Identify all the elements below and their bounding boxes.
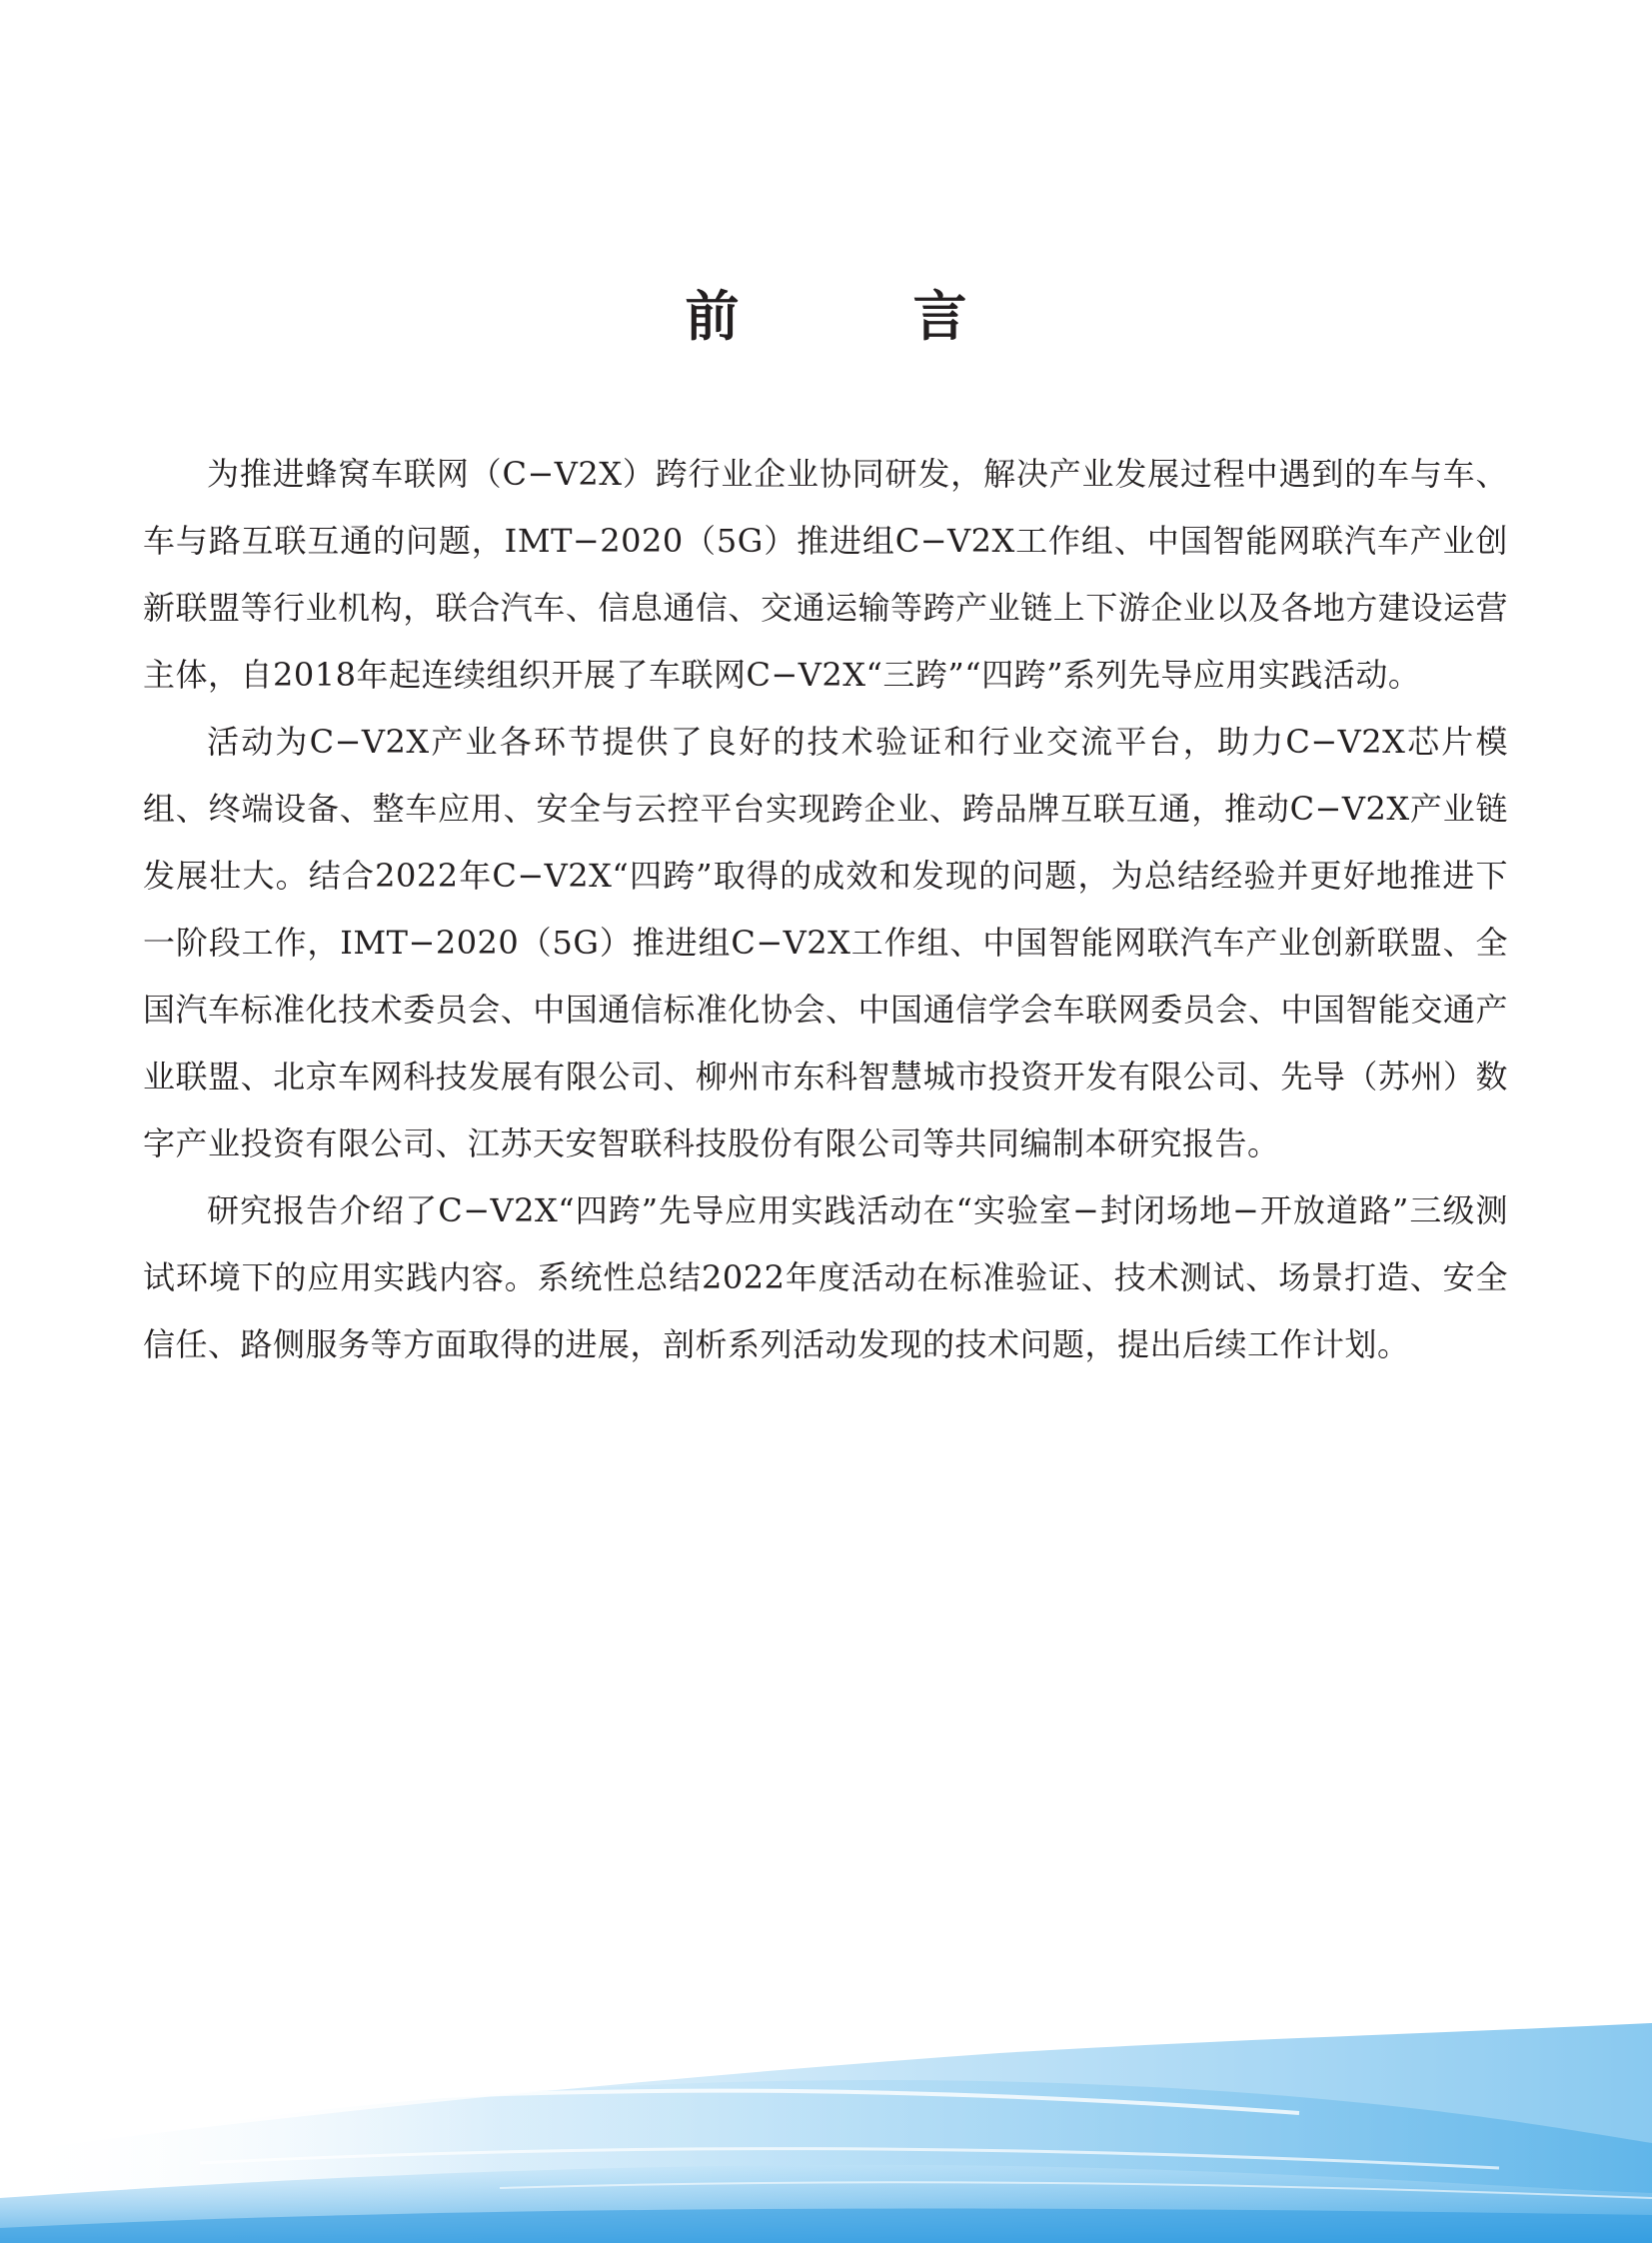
page-title: 前 言 [685,285,1027,348]
decorative-wave-footer [0,1983,1652,2243]
paragraph-3: 研究报告介绍了C−V2X“四跨”先导应用实践活动在“实验室−封闭场地−开放道路”三级测试环境下的应用实践内容。系统性总结2022年度活动在标准验证、技术测试、场景打造、安全信任、路侧服务等方面取得的进展，剖析系列活动发现的技术问题，提出后续工作计划。 [143,1191,1508,1363]
paragraph-2: 活动为C−V2X产业各环节提供了良好的技术验证和行业交流平台，助力C−V2X芯片模组、终端设备、整车应用、安全与云控平台实现跨企业、跨品牌互联互通，推动C−V2X产业链发展壮大。结合2022年C−V2X“四跨”取得的成效和发现的问题，为总结经验并更好地推进下一阶段工作，IMT−2020（5G）推进组C−V2X工作组、中国智能网联汽车产业创新联盟、全国汽车标准化技术委员会、中国通信标准化协会、中国通信学会车联网委员会、中国智能交通产业联盟、北京车网科技发展有限公司、柳州市东科智慧城市投资开发有限公司、先导（苏州）数字产业投资有限公司、江苏天安智联科技股份有限公司等共同编制本研究报告。 [143,723,1508,1162]
paragraph-1: 为推进蜂窝车联网（C−V2X）跨行业企业协同研发，解决产业发展过程中遇到的车与车、车与路互联互通的问题，IMT−2020（5G）推进组C−V2X工作组、中国智能网联汽车产业创新联盟等行业机构，联合汽车、信息通信、交通运输等跨产业链上下游企业以及各地方建设运营主体，自2018年起连续组织开展了车联网C−V2X“三跨”“四跨”系列先导应用实践活动。 [143,455,1508,694]
preface-body [143,441,1508,1378]
